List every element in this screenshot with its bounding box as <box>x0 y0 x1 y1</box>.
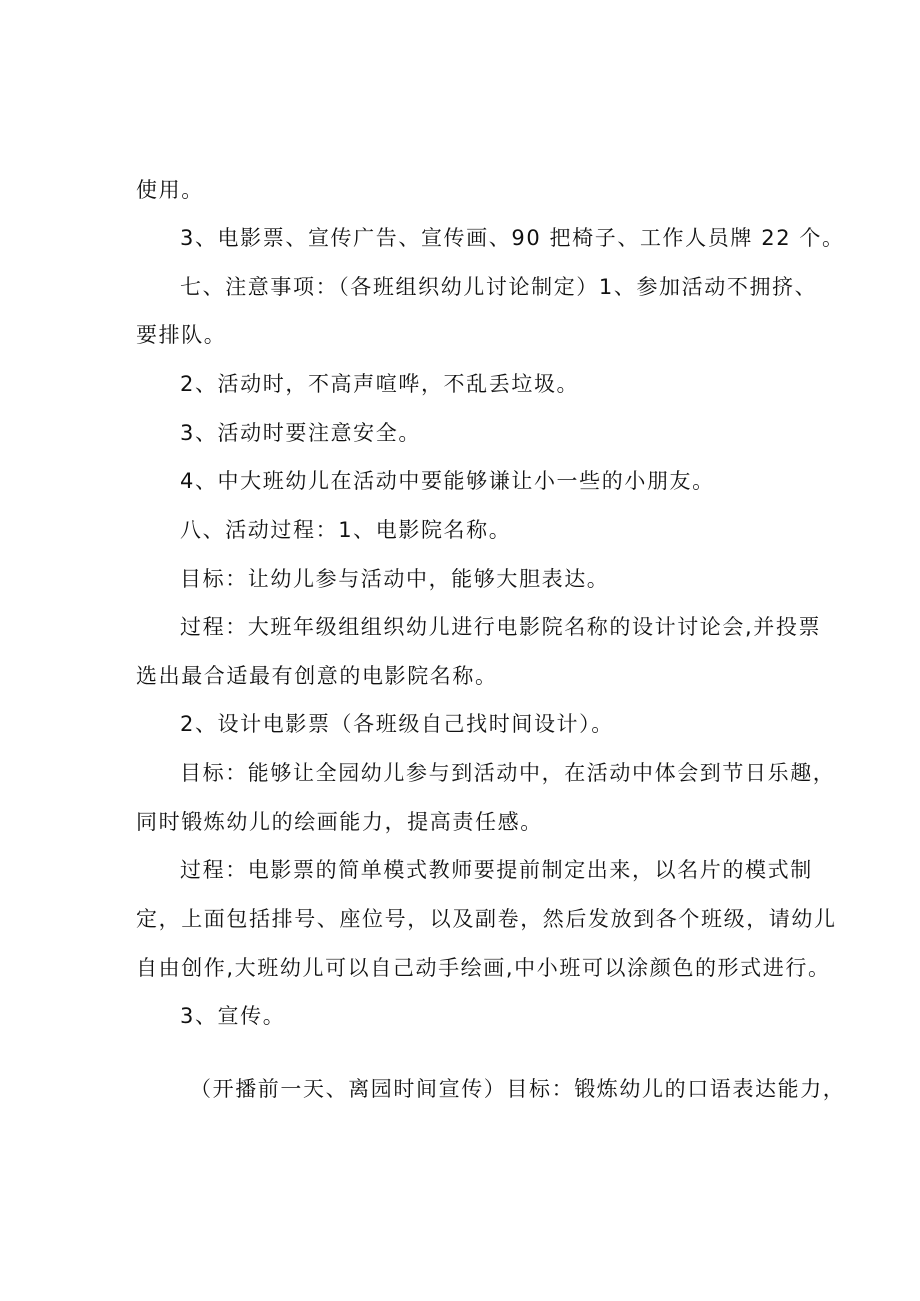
text-line-2: 3、电影票、宣传广告、宣传画、90 把椅子、工作人员牌 22 个。 <box>180 226 845 250</box>
text-line-16: 定，上面包括排号、座位号，以及副卷，然后发放到各个班级，请幼儿 <box>136 907 837 931</box>
text-line-14: 同时锻炼幼儿的绘画能力，提高责任感。 <box>136 810 543 834</box>
text-line-9: 目标：让幼儿参与活动中，能够大胆表达。 <box>180 567 610 591</box>
text-line-11: 选出最合适最有创意的电影院名称。 <box>136 664 498 688</box>
text-line-1: 使用。 <box>136 178 204 202</box>
text-line-4: 要排队。 <box>136 323 227 347</box>
text-line-3: 七、注意事项：（各班组织幼儿讨论制定）1、参加活动不拥挤、 <box>180 275 818 299</box>
text-line-13: 目标：能够让全园幼儿参与到活动中，在活动中体会到节日乐趣， <box>180 761 836 785</box>
text-line-10: 过程：大班年级组组织幼儿进行电影院名称的设计讨论会,并投票 <box>180 615 822 639</box>
text-line-15: 过程：电影票的简单模式教师要提前制定出来，以名片的模式制 <box>180 858 813 882</box>
text-line-12: 2、设计电影票（各班级自己找时间设计）。 <box>180 712 614 736</box>
text-line-7: 4、中大班幼儿在活动中要能够谦让小一些的小朋友。 <box>180 469 715 493</box>
text-line-19: （开播前一天、离园时间宣传）目标：锻炼幼儿的口语表达能力， <box>190 1077 846 1101</box>
text-line-5: 2、活动时，不高声喧哗，不乱丢垃圾。 <box>180 372 580 396</box>
text-line-6: 3、活动时要注意安全。 <box>180 421 421 445</box>
text-line-17: 自由创作,大班幼儿可以自己动手绘画,中小班可以涂颜色的形式进行。 <box>136 956 831 980</box>
text-line-8: 八、活动过程：1、电影院名称。 <box>180 518 512 542</box>
text-line-18: 3、宣传。 <box>180 1004 286 1028</box>
